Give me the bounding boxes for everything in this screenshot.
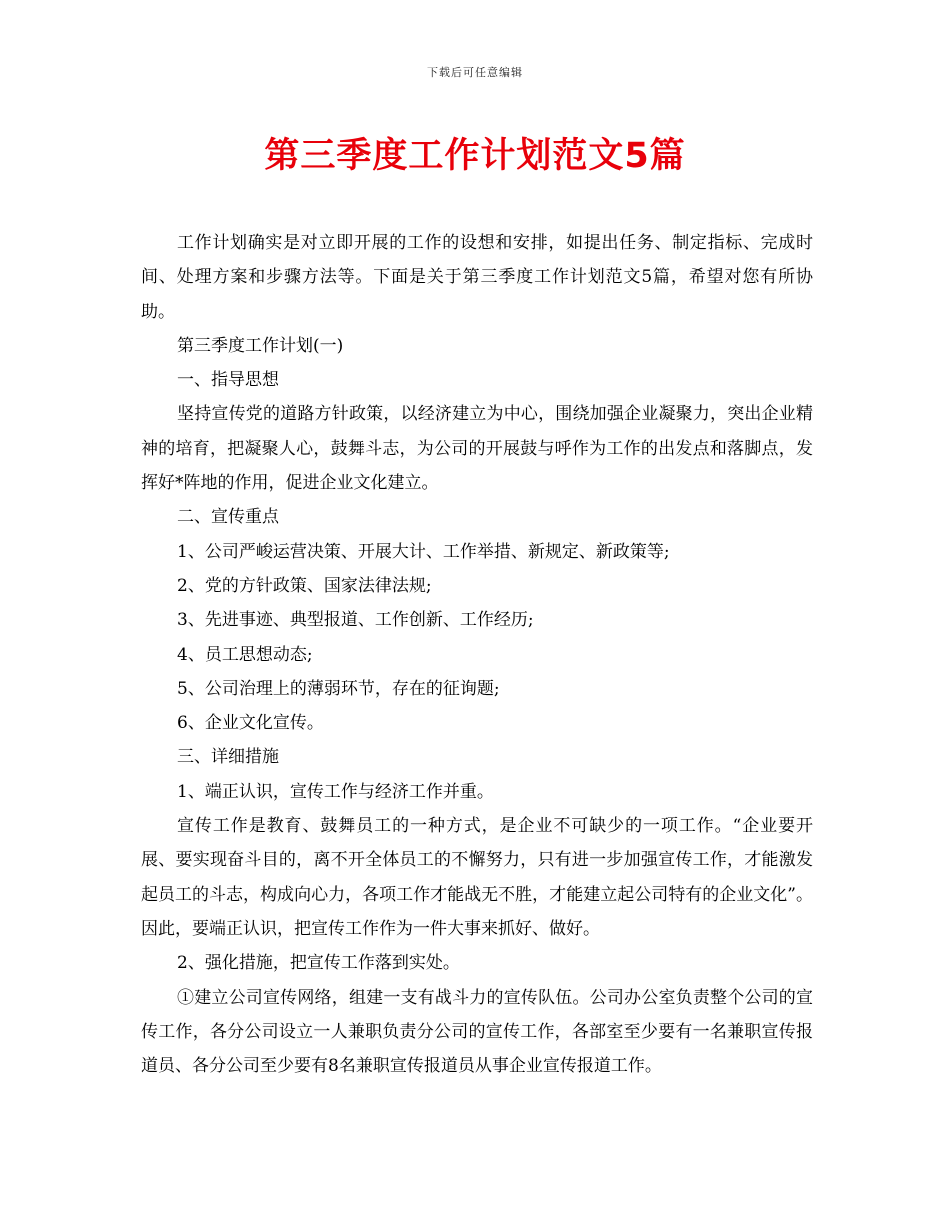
paragraph-guiding-thought: 坚持宣传党的道路方针政策，以经济建立为中心，围绕加强企业凝聚力，突出企业精神的培育，把凝聚人心，鼓舞斗志，为公司的开展鼓与呼作为工作的出发点和落脚点，发挥好*阵地的作用，促进企业文化建立。 [141,404,813,494]
section-heading-plan-1: 第三季度工作计划(一) [177,335,344,356]
list-item: 4、员工思想动态; [177,644,313,665]
document-body [141,226,813,1083]
list-item: 1、公司严峻运营决策、开展大计、工作举措、新规定、新政策等; [177,541,670,562]
subheading-measure-2: 2、强化措施，把宣传工作落到实处。 [177,953,460,974]
paragraph-measure-2: ①建立公司宣传网络，组建一支有战斗力的宣传队伍。公司办公室负责整个公司的宣传工作，各分公司设立一人兼职负责分公司的宣传工作，各部室至少要有一名兼职宣传报道员、各分公司至少要有8名兼职宣传报道员从事企业宣传报道工作。 [141,987,813,1077]
section-heading-measures: 三、详细措施 [177,747,279,768]
section-heading-publicity-focus: 二、宣传重点 [177,507,279,528]
document-title: 第三季度工作计划范文5篇 [264,136,686,176]
list-item: 5、公司治理上的薄弱环节，存在的征询题; [177,678,500,699]
subheading-measure-1: 1、端正认识，宣传工作与经济工作并重。 [177,781,494,802]
list-item: 6、企业文化宣传。 [177,713,324,734]
header-note: 下载后可任意编辑 [427,66,523,79]
paragraph-measure-1: 宣传工作是教育、鼓舞员工的一种方式，是企业不可缺少的一项工作。“企业要开展、要实现奋斗目的，离不开全体员工的不懈努力，只有进一步加强宣传工作，才能激发起员工的斗志，构成向心力，各项工作才能战无不胜，才能建立起公司特有的企业文化”。因此，要端正认识，把宣传工作作为一件大事来抓好、做好。 [141,816,813,939]
list-item: 3、先进事迹、典型报道、工作创新、工作经历; [177,610,534,631]
list-item: 2、党的方针政策、国家法律法规; [177,575,432,596]
section-heading-guiding-thought: 一、指导思想 [177,370,279,391]
paragraph-intro: 工作计划确实是对立即开展的工作的设想和安排，如提出任务、制定指标、完成时间、处理方案和步骤方法等。下面是关于第三季度工作计划范文5篇，希望对您有所协助。 [141,233,813,322]
